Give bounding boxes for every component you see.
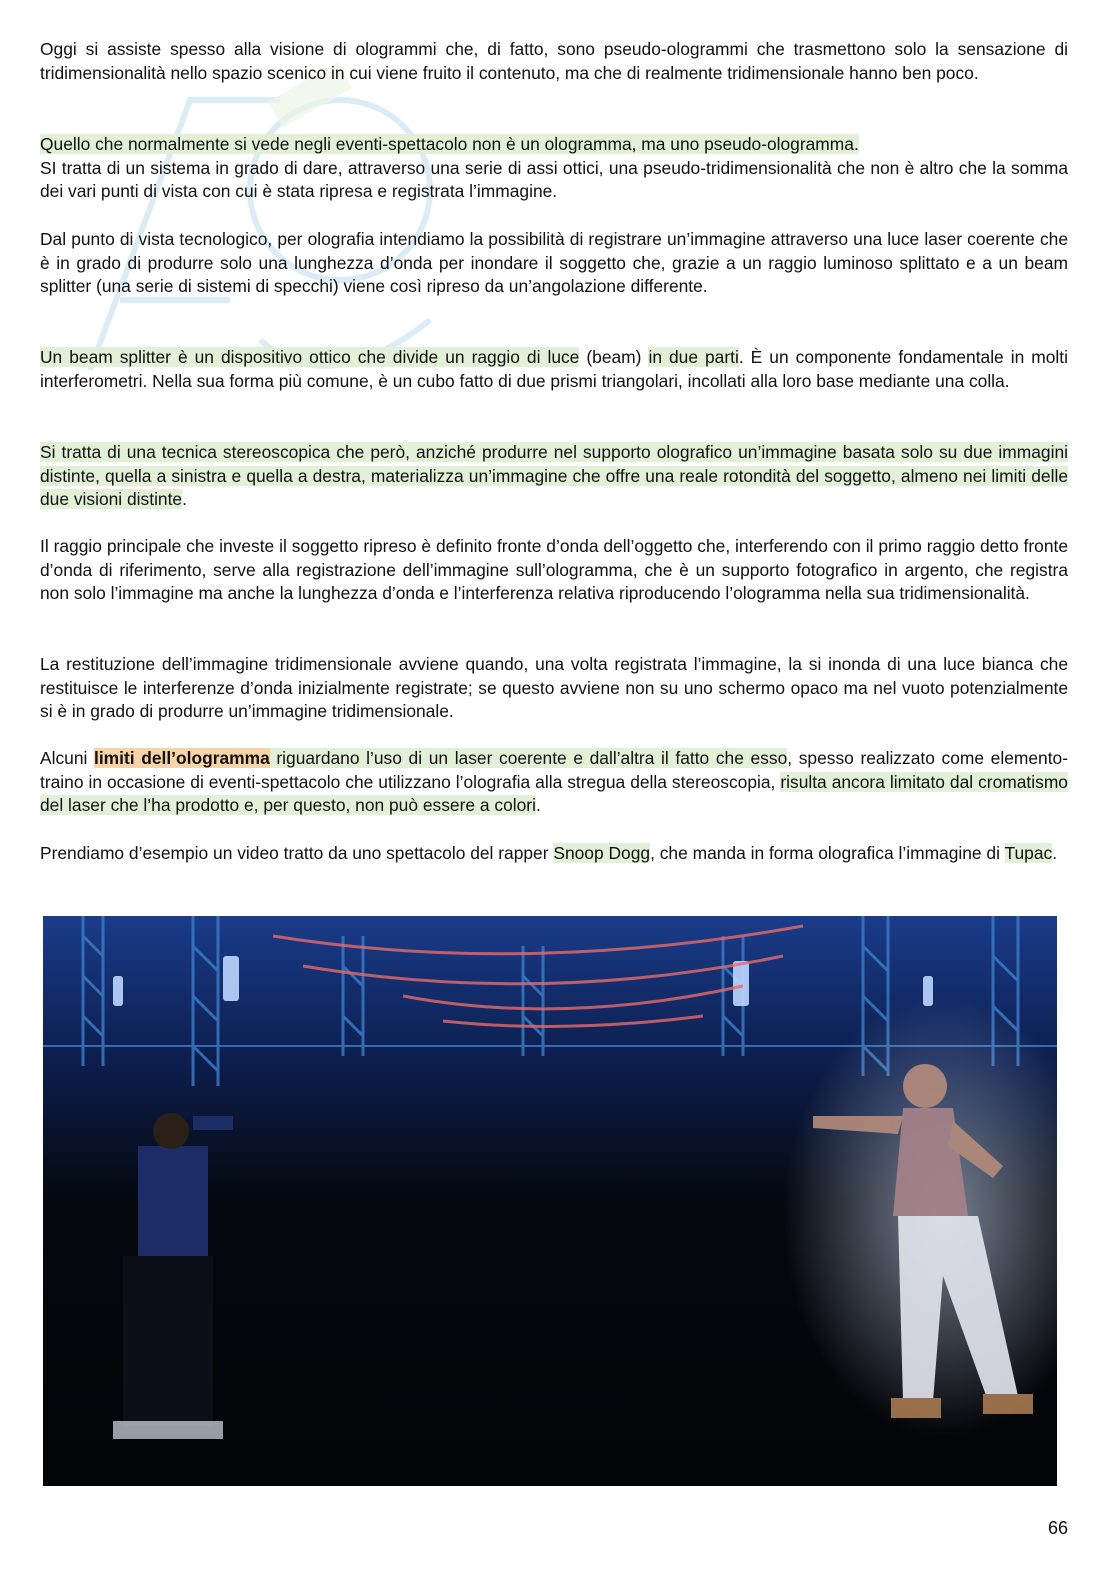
highlight-tupac: Tupac <box>1004 843 1053 863</box>
paragraph-intro <box>40 38 1068 85</box>
paragraph-intro-text: Oggi si assiste spesso alla visione di ologrammi che, di fatto, sono pseudo-ologrammi che trasmettono solo la sensazione di tridimensionalità nello spazio scenico in cui viene fruito il contenuto, ma che di realmente tridimensionale hanno ben poco. <box>40 39 1068 83</box>
paragraph-main-ray-text: Il raggio principale che investe il soggetto ripreso è definito fronte d’onda dell’oggetto che, interferendo con il primo raggio detto fronte d’onda di riferimento, serve alla registrazione dell’immagine sull’ologramma, che è un supporto fotografico in argento, che registra non solo l’immagine ma anche la lunghezza d’onda e l’interferenza relativa riproducendo l’ologramma nella sua tridimensionalità. <box>40 536 1068 604</box>
paragraph-pseudo-hologram <box>40 133 1068 204</box>
example-end: . <box>1052 843 1058 863</box>
paragraph-example <box>40 842 1068 866</box>
paragraph-stereoscopic <box>40 441 1068 512</box>
stereoscopic-end: . <box>182 489 187 510</box>
concert-photo <box>43 916 1057 1486</box>
example-middle: , che manda in forma olografica l’immagine di <box>650 843 1005 863</box>
concert-illustration <box>43 916 1057 1486</box>
highlight-beam-splitter: Un beam splitter è un dispositivo ottico che divide un raggio di luce <box>40 347 580 367</box>
beam-text: (beam) <box>579 347 649 367</box>
example-prefix: Prendiamo d’esempio un video tratto da uno spettacolo del rapper <box>40 843 554 863</box>
highlight-pseudo-hologram: Quello che normalmente si vede negli eventi-spettacolo non è un ologramma, ma uno pseudo-ologramma. <box>40 134 859 154</box>
paragraph-technology <box>40 228 1068 299</box>
page-number: 66 <box>1047 1518 1068 1538</box>
paragraph-main-ray <box>40 535 1068 606</box>
highlight-two-parts: in due parti <box>648 347 739 367</box>
paragraph-restitution <box>40 653 1068 724</box>
paragraph-beam-splitter-text: . È un componente fondamentale in molti interferometri. Nella sua forma più comune, è un cubo fatto di due prismi triangolari, incollati alla loro base mediante una colla. <box>40 347 1068 391</box>
highlight-snoop-dogg: Snoop Dogg <box>553 843 651 863</box>
paragraph-limits <box>40 747 1068 818</box>
highlight-laser: riguardano l’uso di un laser coerente e dall’altra il fatto che esso <box>269 748 788 768</box>
paragraph-restitution-text: La restituzione dell’immagine tridimensionale avviene quando, una volta registrata l’immagine, la si inonda di una luce bianca che restituisce le interferenze d’onda inizialmente registrate; se questo avviene non su uno schermo opaco ma nel vuoto potenzialmente si è in grado di produrre un’immagine tridimensionale. <box>40 654 1068 722</box>
limits-end: . <box>535 795 541 816</box>
highlight-chromatism: risulta ancora limitato dal cromatismo del laser che l’ha prodotto e, per questo, non può essere a colori <box>40 771 1068 816</box>
highlight-stereoscopic: Si tratta di una tecnica stereoscopica che però, anziché produrre nel supporto olografico un’immagine basata solo su due immagini distinte, quella a sinistra e quella a destra, materializza un’immagine che offre una reale rotondità del soggetto, almeno nei limiti delle due visioni distinte <box>40 442 1068 510</box>
paragraph-pseudo-hologram-text: SI tratta di un sistema in grado di dare, attraverso una serie di assi ottici, una pseudo-tridimensionalità che non è altro che la somma dei vari punti di vista con cui è stata ripresa e registrata l’immagine. <box>40 157 1068 202</box>
limits-middle: , spesso realizzato come elemento-traino in occasione di eventi-spettacolo che utilizzano l’olografia alla stregua della stereoscopia, <box>40 748 1068 792</box>
paragraph-technology-text: Dal punto di vista tecnologico, per olografia intendiamo la possibilità di registrare un’immagine attraverso una luce laser coerente che è in grado di produrre solo una lunghezza d’onda per inondare il soggetto che, grazie a un raggio luminoso splittato e a un beam splitter (una serie di sistemi di specchi) viene così ripreso da un’angolazione differente. <box>40 229 1068 297</box>
paragraph-beam-splitter <box>40 346 1068 393</box>
highlight-limits-title: limiti dell’ologramma <box>94 748 270 768</box>
limits-prefix: Alcuni <box>40 748 94 768</box>
